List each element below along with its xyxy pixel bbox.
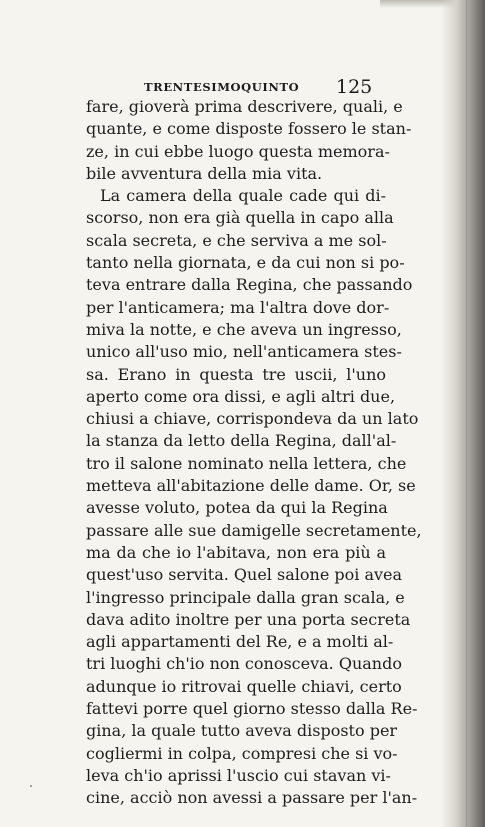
text-line: cine, acciò non avessi a passare per l'an- [86, 788, 418, 808]
text-line: ze, in cui ebbe luogo questa memora- [86, 141, 390, 161]
text-line: tri luoghi ch'io non conosceva. Quando [86, 654, 402, 674]
binding-shadow [441, 0, 485, 827]
page-number: 125 [336, 76, 373, 98]
running-head: TRENTESIMOQUINTO [144, 80, 300, 94]
text-line: scala secreta, e che serviva a me sol- [86, 230, 387, 250]
text-line: scorso, non era già quella in capo alla [86, 208, 394, 228]
text-line: unico all'uso mio, nell'anticamera stes- [86, 342, 402, 362]
body-text [86, 96, 422, 810]
text-line: la stanza da letto della Regina, dall'al- [86, 431, 397, 451]
text-line: agli appartamenti del Re, e a molti al- [86, 632, 394, 652]
text-line: teva entrare dalla Regina, che passando [86, 275, 413, 295]
text-line: per l'anticamera; ma l'altra dove dor- [86, 297, 390, 317]
text-line: bile avventura della mia vita. [86, 163, 323, 183]
text-line: dava adito inoltre per una porta secreta [86, 609, 411, 629]
text-line: quest'uso servita. Quel salone poi avea [86, 565, 403, 585]
text-line: l'ingresso principale dalla gran scala, e [86, 587, 405, 607]
paper-speck [30, 785, 32, 787]
text-line: ma da che io l'abitava, non era più a [86, 542, 386, 562]
text-line: metteva all'abitazione delle dame. Or, se [86, 476, 416, 496]
text-line: La camera della quale cade qui di- [100, 186, 386, 206]
binding-gutter-line [466, 0, 467, 827]
text-line: tanto nella giornata, e da cui non si po- [86, 253, 405, 273]
text-line: gina, la quale tutto aveva disposto per [86, 721, 398, 741]
text-line: chiusi a chiave, corrispondeva da un lato [86, 409, 419, 429]
text-line: aperto come ora dissi, e agli altri due, [86, 386, 396, 406]
text-line: adunque io ritrovai quelle chiavi, certo [86, 676, 402, 696]
text-line: fattevi porre quel giorno stesso dalla Re- [86, 699, 418, 719]
text-line: sa. Erano in questa tre uscii, l'uno [86, 364, 386, 384]
text-line: quante, e come disposte fossero le stan- [86, 119, 412, 139]
text-line: passare alle sue damigelle secretamente, [86, 520, 422, 540]
text-line: cogliermi in colpa, compresi che si vo- [86, 743, 398, 763]
text-line: miva la notte, e che aveva un ingresso, [86, 319, 402, 339]
text-line: tro il salone nominato nella lettera, che [86, 453, 407, 473]
text-line: avesse voluto, potea da qui la Regina [86, 498, 388, 518]
text-line: fare, gioverà prima descrivere, quali, e [86, 97, 403, 116]
text-line: leva ch'io aprissi l'uscio cui stavan vi- [86, 765, 391, 785]
